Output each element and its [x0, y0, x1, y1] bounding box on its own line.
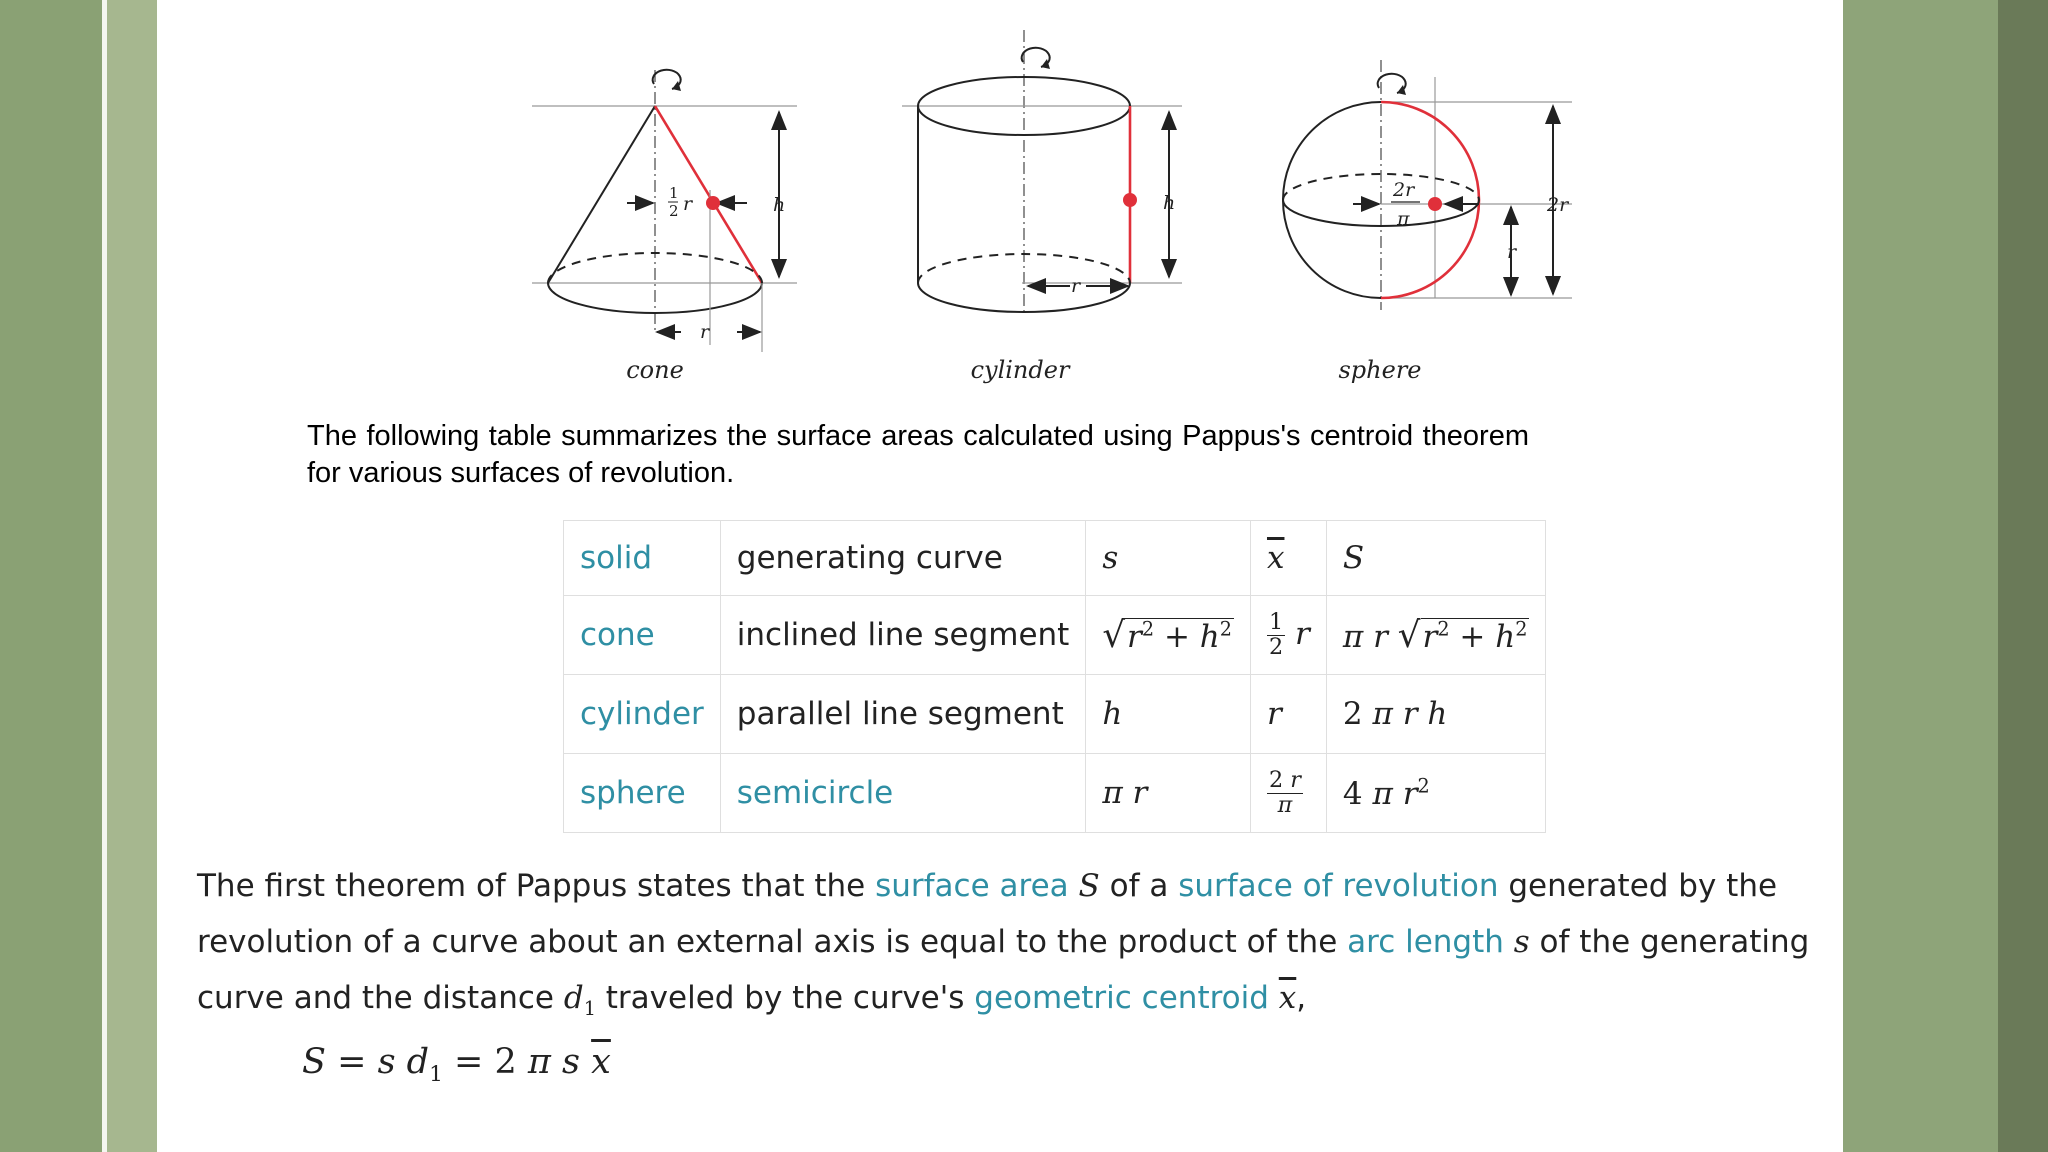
cell-x-cone: $\frac{1}{2}$ r: [1250, 596, 1326, 675]
cell-x-sphere: $\frac{2 r}{\pi}$: [1250, 754, 1326, 833]
table-header-row: [564, 521, 1546, 596]
right-border-band: [1843, 0, 1998, 1152]
cone-left-edge: [548, 106, 655, 283]
cell-s-cone: $√r^2 + h^2$: [1086, 596, 1251, 675]
solid-link-sphere[interactable]: sphere: [580, 775, 686, 811]
header-arc-length: s: [1086, 521, 1251, 596]
cell-S-cone: π r $√r^2 + h^2$: [1326, 596, 1546, 675]
cone-half-den: 2: [669, 202, 679, 220]
cell-x-cylinder: r: [1250, 675, 1326, 754]
slide-content: [157, 0, 1843, 1152]
header-solid-link[interactable]: solid: [580, 540, 653, 576]
header-centroid: $\overline{x}$: [1250, 521, 1326, 596]
header-generating-curve: generating curve: [720, 521, 1086, 596]
table-row: [564, 754, 1546, 833]
cylinder-caption: cylinder: [970, 356, 1070, 384]
surface-of-revolution-link[interactable]: surface of revolution: [1178, 868, 1499, 904]
cylinder-centroid-dot: [1123, 193, 1137, 207]
cell-S-sphere: 4 π $r^2$: [1326, 754, 1546, 833]
cell-S-cylinder: 2 π r h: [1326, 675, 1546, 754]
sphere-centroid-dot: [1428, 197, 1442, 211]
cylinder-figure: [902, 30, 1182, 315]
right-border-outer-band: [1998, 0, 2048, 1152]
cell-solid[interactable]: [564, 754, 721, 833]
sphere-diameter-label: 2r: [1547, 194, 1569, 216]
cone-half-num: 1: [669, 184, 679, 202]
intro-paragraph: The following table summarizes the surface areas calculated using Pappus's centroid theorem for various surfaces of revolution.: [307, 420, 1529, 489]
sphere-left-half: [1283, 102, 1381, 298]
left-border-band: [0, 0, 102, 1152]
solid-link-cylinder[interactable]: cylinder: [580, 696, 704, 732]
theorem-paragraph: The first theorem of Pappus states that the surface area S of a surface of revolution generated by the revolution of a curve about an external axis is equal to the product of the arc length s of the generating curve and the distance $d_1$ traveled by the curve's geometric centroid $\overline{x}$,: [197, 868, 1810, 1021]
cylinder-height-label: h: [1163, 192, 1176, 214]
cone-half-r: r: [683, 193, 693, 215]
cell-solid[interactable]: [564, 675, 721, 754]
cone-centroid-dot: [706, 196, 720, 210]
cell-curve[interactable]: [720, 754, 1086, 833]
pappus-formula: S = s $d_1 = 2$ π s $\overline{x}$: [302, 1042, 611, 1087]
cell-s-sphere: π r: [1086, 754, 1251, 833]
surface-area-link[interactable]: surface area: [875, 868, 1069, 904]
table-row: [564, 596, 1546, 675]
header-surface-area: S: [1326, 521, 1546, 596]
sphere-figure: [1283, 60, 1572, 310]
cone-caption: cone: [626, 356, 684, 384]
table-row: [564, 675, 1546, 754]
surface-area-table: [563, 520, 1546, 833]
solid-link-cone[interactable]: cone: [580, 617, 655, 653]
sphere-radius-label: r: [1507, 241, 1517, 263]
revolution-diagram: [157, 0, 1843, 400]
sphere-caption: sphere: [1338, 356, 1422, 384]
cone-height-label: h: [773, 194, 786, 216]
cone-figure: [532, 70, 797, 352]
cylinder-radius-label: r: [1071, 275, 1081, 297]
sphere-centroid-num: 2r: [1393, 179, 1415, 201]
left-border-inner-band: [107, 0, 157, 1152]
cell-curve: inclined line segment: [720, 596, 1086, 675]
arc-length-link[interactable]: arc length: [1347, 924, 1504, 960]
curve-link-semicircle[interactable]: semicircle: [736, 775, 894, 811]
geometric-centroid-link[interactable]: geometric centroid: [974, 980, 1269, 1016]
sphere-centroid-den: π: [1397, 208, 1410, 230]
cone-radius-label: r: [700, 321, 710, 343]
revolution-figures: [157, 0, 1843, 400]
cell-s-cylinder: h: [1086, 675, 1251, 754]
header-solid[interactable]: [564, 521, 721, 596]
cell-solid[interactable]: [564, 596, 721, 675]
cell-curve: parallel line segment: [720, 675, 1086, 754]
